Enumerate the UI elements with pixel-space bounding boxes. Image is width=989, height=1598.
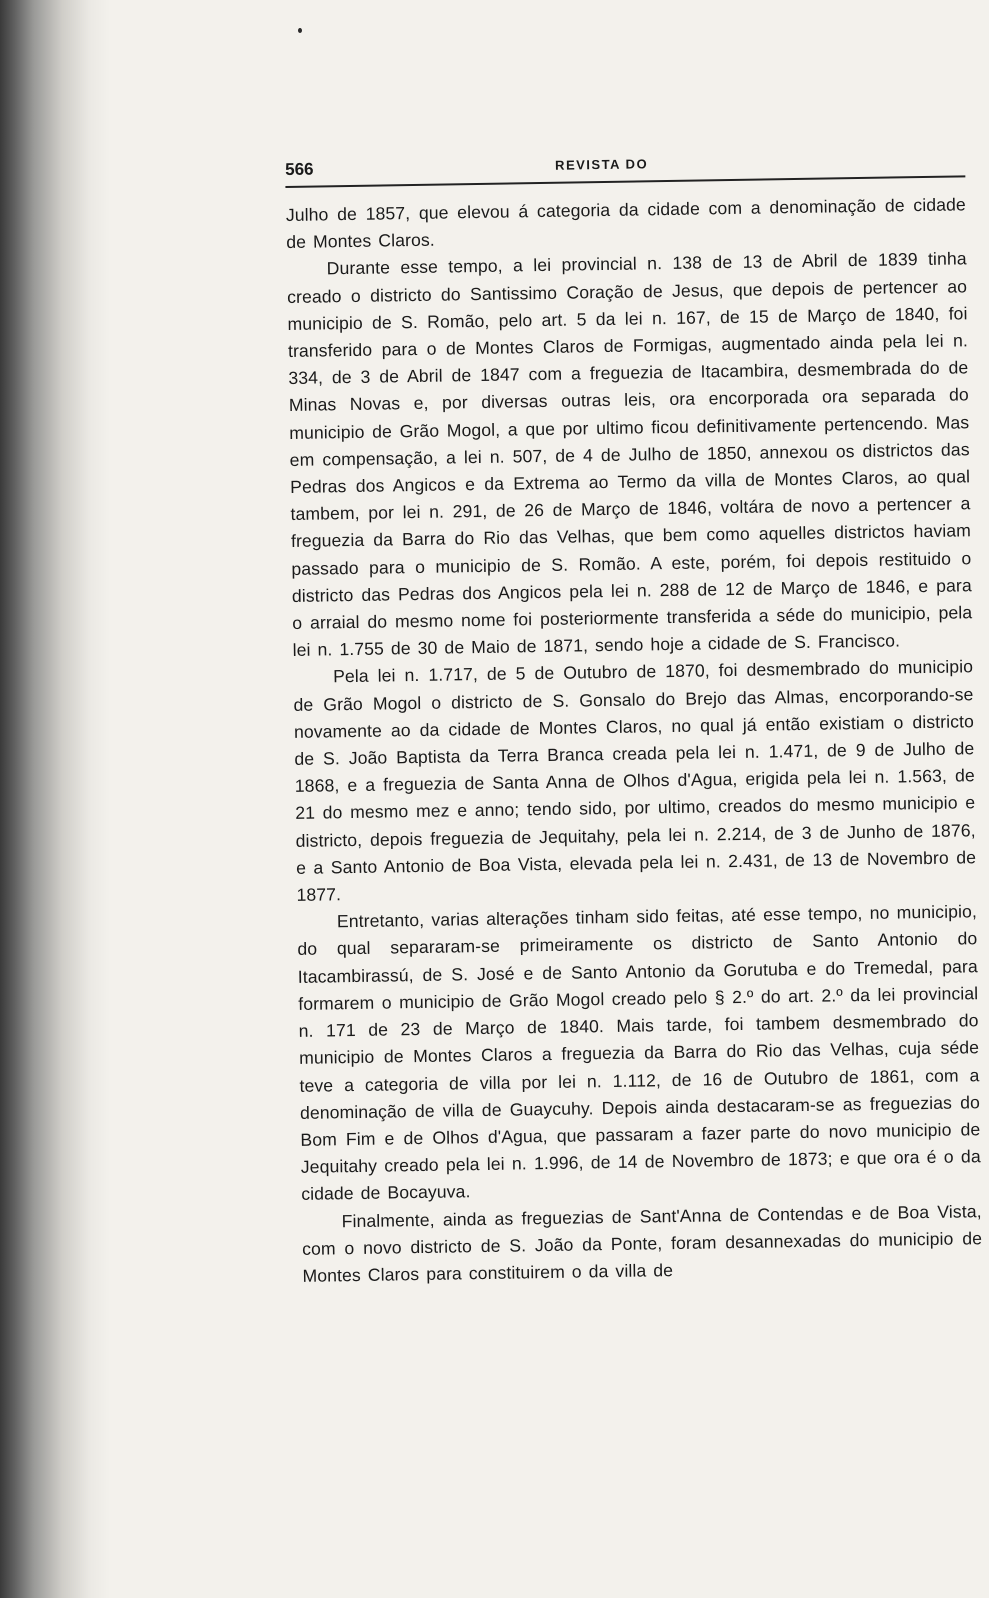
paragraph: Finalmente, ainda as freguezias de Sant'Anna de Contendas e de Boa Vista, com o novo districto de S. João da Ponte, foram desannexadas do municipio de Montes Claros para constituirem o da villa de: [301, 1200, 983, 1286]
paragraph: Entretanto, varias alterações tinham sido feitas, até esse tempo, no municipio, do qual separaram-se primeiramente os districto de Santo Antonio do Itacambirassú, de S. José e de Santo Antonio da Gorutuba e do Tremedal, para formarem o municipio de Grão Mogol creado pelo § 2.º do art. 2.º da lei provincial n. 171 de 23 de Março de 1840. Mais tarde, foi tambem desmembrado do municipio de Montes Claros a freguezia da Barra do Rio das Velhas, cuja séde teve a categoria de villa por lei n. 1.112, de 16 de Outubro de 1861, com a denominação de villa de Guaycuhy. Depois ainda destacaram-se as freguezias do Bom Fim e de Olhos d'Agua, que passaram a fazer parte do novo municipio de Jequitahy creado pela lei n. 1.996, de 14 de Novembro de 1873; e que ora é o da cidade de Bocayuva.: [297, 901, 981, 1205]
journal-title: REVISTA DO: [554, 156, 649, 173]
paragraph: Pela lei n. 1.717, de 5 de Outubro de 1870, foi desmembrado do municipio de Grão Mogol o districto de S. Gonsalo do Brejo das Almas, encorporando-se novamente ao da cidade de Montes Claros, no qual já então existiam o districto de S. João Baptista da Terra Branca creada pela lei n. 1.471, de 9 de Julho de 1868, e a freguezia de Santa Anna de Olhos d'Agua, erigida pela lei n. 1.563, de 21 do mesmo mez e anno; tendo sido, por ultimo, creados do mesmo municipio e districto, depois freguezia de Jequitahy, pela lei n. 2.214, de 3 de Junho de 1876, e a Santo Antonio de Boa Vista, elevada pela lei n. 2.431, de 13 de Novembro de 1877.: [293, 656, 977, 905]
page-number: 566: [285, 159, 314, 179]
running-header: [285, 149, 965, 188]
binding-shadow: [0, 0, 110, 1598]
ink-speck: [298, 28, 302, 33]
paragraph-continuation: Julho de 1857, que elevou á categoria da cidade com a denominação de cidade de Montes Claros.: [285, 194, 966, 253]
paragraph: Durante esse tempo, a lei provincial n. 138 de 13 de Abril de 1839 tinha creado o districto do Santissimo Coração de Jesus, que depois de pertencer ao municipio de S. Romão, pelo art. 5 da lei n. 167, de 15 de Março de 1840, foi transferido para o de Montes Claros de Formigas, augmentado ainda pela lei n. 334, de 3 de Abril de 1847 com a freguezia de Itacambira, desmembrada do de Minas Novas e, por diversas outras leis, ora encorporada ora separada do municipio de Grão Mogol, a que por ultimo ficou definitivamente pertencendo. Mas em compensação, a lei n. 507, de 4 de Julho de 1850, annexou os districtos das Pedras dos Angicos e da Extrema ao Termo da villa de Montes Claros, ao qual tambem, por lei n. 291, de 26 de Março de 1846, voltára de novo a pertencer a freguezia da Barra do Rio das Velhas, que bem como aquelles districtos haviam passado para o municipio de S. Romão. A este, porém, foi depois restituido o districto das Pedras dos Angicos pela lei n. 288 de 12 de Março de 1846, e para o arraial do mesmo nome foi posteriormente transferida a séde do municipio, pela lei n. 1.755 de 30 de Maio de 1871, sendo hoje a cidade de S. Francisco.: [286, 248, 973, 661]
body-text: [286, 191, 983, 1290]
book-page: [285, 149, 983, 1290]
